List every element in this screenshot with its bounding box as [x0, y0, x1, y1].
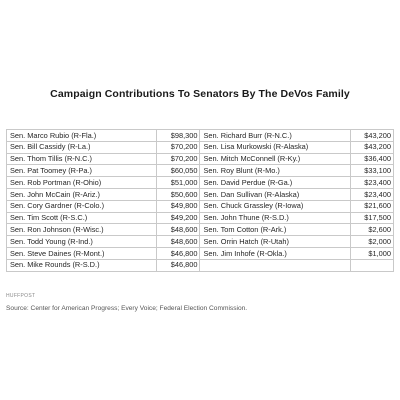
- senator-name-cell: Sen. David Perdue (R-Ga.): [200, 177, 350, 189]
- table-row: [7, 165, 394, 177]
- contribution-amount-cell: $98,300: [157, 130, 200, 142]
- senator-name-cell: [200, 259, 350, 271]
- senator-name-cell: Sen. Dan Sullivan (R-Alaska): [200, 188, 350, 200]
- table-row: [7, 130, 394, 142]
- senator-name-cell: Sen. Ron Johnson (R-Wisc.): [7, 224, 157, 236]
- senator-name-cell: Sen. Lisa Murkowski (R-Alaska): [200, 141, 350, 153]
- senator-name-cell: Sen. Pat Toomey (R-Pa.): [7, 165, 157, 177]
- senator-name-cell: Sen. Orrin Hatch (R-Utah): [200, 236, 350, 248]
- contribution-amount-cell: [350, 259, 393, 271]
- contribution-amount-cell: $2,600: [350, 224, 393, 236]
- senator-name-cell: Sen. Steve Daines (R-Mont.): [7, 247, 157, 259]
- contributions-table: [6, 129, 394, 272]
- senator-name-cell: Sen. Tom Cotton (R-Ark.): [200, 224, 350, 236]
- contribution-amount-cell: $48,600: [157, 236, 200, 248]
- contribution-amount-cell: $46,800: [157, 259, 200, 271]
- contribution-amount-cell: $33,100: [350, 165, 393, 177]
- table-body: [7, 130, 394, 272]
- senator-name-cell: Sen. Marco Rubio (R-Fla.): [7, 130, 157, 142]
- source-note: Source: Center for American Progress; Every Voice; Federal Election Commission.: [6, 305, 248, 312]
- senator-name-cell: Sen. Rob Portman (R-Ohio): [7, 177, 157, 189]
- senator-name-cell: Sen. Cory Gardner (R-Colo.): [7, 200, 157, 212]
- contribution-amount-cell: $49,800: [157, 200, 200, 212]
- table-row: [7, 247, 394, 259]
- contribution-amount-cell: $51,000: [157, 177, 200, 189]
- table-row: [7, 200, 394, 212]
- senator-name-cell: Sen. Mitch McConnell (R-Ky.): [200, 153, 350, 165]
- table-row: [7, 259, 394, 271]
- senator-name-cell: Sen. Tim Scott (R-S.C.): [7, 212, 157, 224]
- table-row: [7, 224, 394, 236]
- senator-name-cell: Sen. Jim Inhofe (R-Okla.): [200, 247, 350, 259]
- table-row: [7, 153, 394, 165]
- senator-name-cell: Sen. Roy Blunt (R-Mo.): [200, 165, 350, 177]
- contribution-amount-cell: $2,000: [350, 236, 393, 248]
- table-row: [7, 212, 394, 224]
- senator-name-cell: Sen. Todd Young (R-Ind.): [7, 236, 157, 248]
- contribution-amount-cell: $36,400: [350, 153, 393, 165]
- contribution-amount-cell: $17,500: [350, 212, 393, 224]
- senator-name-cell: Sen. Chuck Grassley (R-Iowa): [200, 200, 350, 212]
- contribution-amount-cell: $48,600: [157, 224, 200, 236]
- contribution-amount-cell: $43,200: [350, 141, 393, 153]
- senator-name-cell: Sen. Thom Tillis (R-N.C.): [7, 153, 157, 165]
- contribution-amount-cell: $23,400: [350, 188, 393, 200]
- contribution-amount-cell: $23,400: [350, 177, 393, 189]
- table-row: [7, 188, 394, 200]
- chart-title: Campaign Contributions To Senators By The DeVos Family: [50, 88, 350, 100]
- contribution-amount-cell: $49,200: [157, 212, 200, 224]
- contribution-amount-cell: $21,600: [350, 200, 393, 212]
- contribution-amount-cell: $70,200: [157, 141, 200, 153]
- senator-name-cell: Sen. Mike Rounds (R-S.D.): [7, 259, 157, 271]
- table-row: [7, 141, 394, 153]
- senator-name-cell: Sen. Richard Burr (R-N.C.): [200, 130, 350, 142]
- contribution-amount-cell: $43,200: [350, 130, 393, 142]
- contribution-amount-cell: $50,600: [157, 188, 200, 200]
- publisher-credit: HUFFPOST: [6, 293, 36, 299]
- contribution-amount-cell: $46,800: [157, 247, 200, 259]
- table-row: [7, 236, 394, 248]
- senator-name-cell: Sen. Bill Cassidy (R-La.): [7, 141, 157, 153]
- contribution-amount-cell: $70,200: [157, 153, 200, 165]
- contribution-amount-cell: $60,050: [157, 165, 200, 177]
- contribution-amount-cell: $1,000: [350, 247, 393, 259]
- senator-name-cell: Sen. John Thune (R-S.D.): [200, 212, 350, 224]
- table-row: [7, 177, 394, 189]
- senator-name-cell: Sen. John McCain (R-Ariz.): [7, 188, 157, 200]
